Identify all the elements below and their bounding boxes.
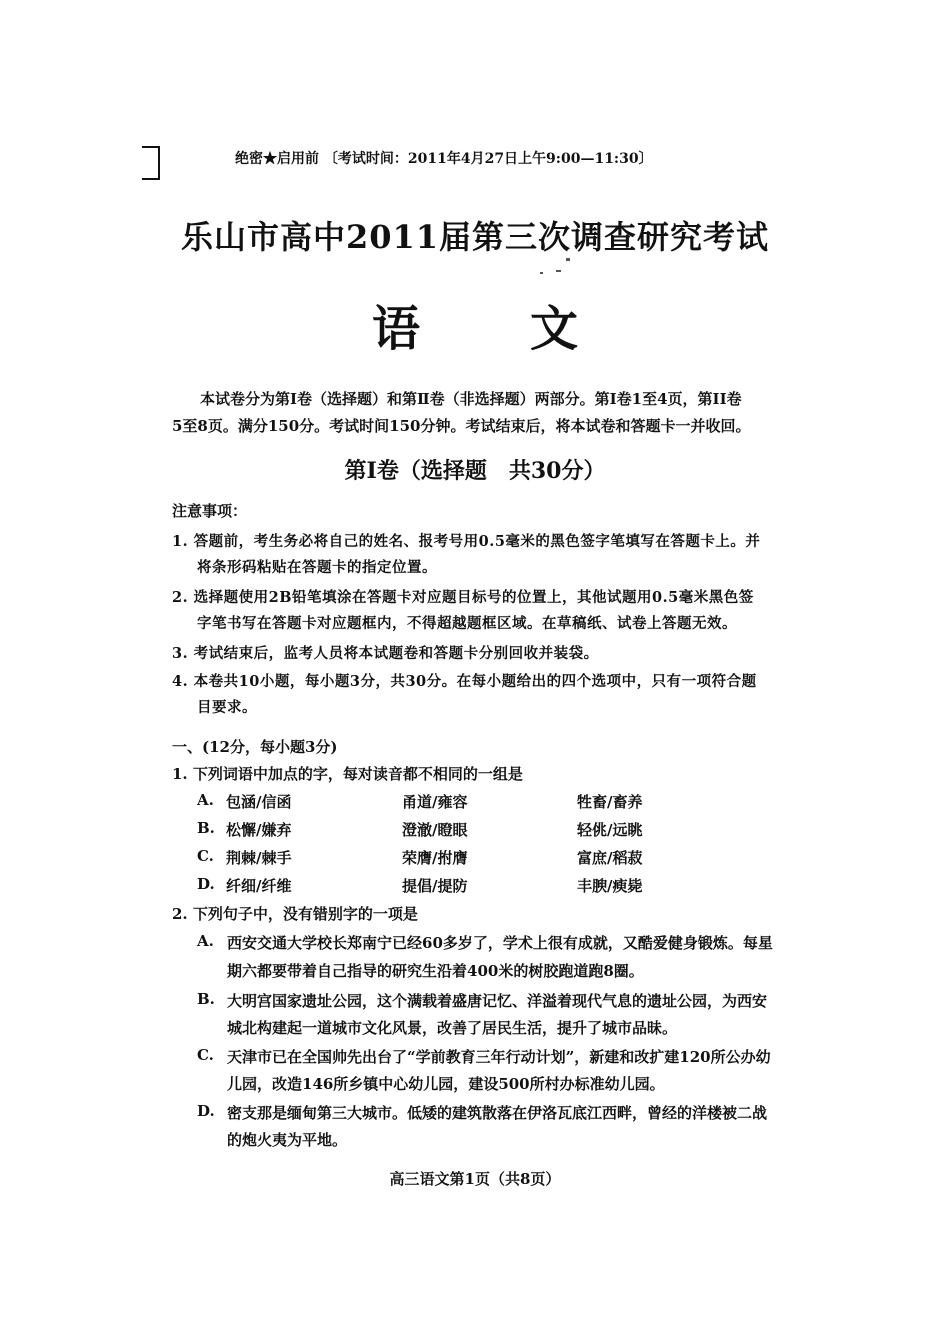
q1-stem: 1. 下列词语中加点的字，每对读音都不相同的一组是	[172, 765, 523, 783]
q2-option-c-line-2: 儿园，改造146所乡镇中心幼儿园，建设500所村办标准幼儿园。	[227, 1075, 665, 1093]
intro-line-1: 本试卷分为第Ⅰ卷（选择题）和第Ⅱ卷（非选择题）两部分。第Ⅰ卷1至4页，第II卷	[200, 390, 742, 408]
q1-option-a-col1: 包涵/信函	[226, 793, 292, 811]
q1-option-c-col3: 富庶/稻菽	[577, 849, 643, 867]
q1-option-b-label: B.	[197, 819, 215, 837]
q1-option-a-col3: 牲畜/畜养	[577, 793, 643, 811]
section1-heading: 一、(12分，每小题3分)	[172, 738, 338, 756]
q2-option-b-line-2: 城北构建起一道城市文化风景，改善了居民生活，提升了城市品昧。	[227, 1019, 678, 1037]
note-1-line-1: 1. 答题前，考生务必将自己的姓名、报考号用0.5毫米的黑色签字笔填写在答题卡上。并	[172, 533, 761, 550]
q1-option-a-label: A.	[197, 791, 214, 809]
note-2-line-2: 字笔书写在答题卡对应题框内，不得超越题框区域。在草稿纸、试卷上答题无效。	[197, 615, 737, 632]
scan-speck	[540, 272, 543, 274]
note-1-line-2: 将条形码粘贴在答题卡的指定位置。	[197, 559, 437, 576]
notes-heading: 注意事项：	[172, 502, 248, 520]
q2-option-a-label: A.	[197, 932, 214, 950]
secret-exam-time-line: 绝密★启用前 〔考试时间：2011年4月27日上午9:00—11:30〕	[235, 151, 653, 167]
q1-option-b-col1: 松懈/嫌弃	[226, 821, 292, 839]
q2-option-a-line-2: 期六都要带着自己指导的研究生沿着400米的树胶跑道跑8圈。	[227, 962, 644, 980]
exam-title: 乐山市高中2011届第三次调查研究考试	[180, 218, 770, 256]
q2-option-b-line-1: 大明宫国家遗址公园，这个满载着盛唐记忆、洋溢着现代气息的遗址公园，为西安	[227, 992, 768, 1010]
note-4-line-2: 目要求。	[197, 699, 257, 716]
q1-option-d-label: D.	[197, 875, 215, 893]
q2-option-a-line-1: 西安交通大学校长郑南宁已经60多岁了，学术上很有成就，又酷爱健身锻炼。每星	[227, 934, 773, 952]
q1-option-d-col1: 纤细/纤维	[226, 877, 292, 895]
scan-speck	[556, 270, 561, 272]
q1-option-c-label: C.	[197, 847, 214, 865]
note-3: 3. 考试结束后，监考人员将本试题卷和答题卡分别回收并装袋。	[172, 645, 599, 662]
note-4-line-1: 4. 本卷共10小题，每小题3分，共30分。在每小题给出的四个选项中，只有一项符合题	[172, 673, 757, 690]
corner-bracket-mark	[142, 146, 160, 180]
scan-speck	[566, 258, 570, 261]
q1-option-d-col3: 丰腴/瘐毙	[577, 877, 643, 895]
q2-option-d-line-2: 的炮火夷为平地。	[227, 1131, 348, 1149]
q2-option-d-line-1: 密支那是缅甸第三大城市。低矮的建筑散落在伊洛瓦底江西畔，曾经的洋楼被二战	[227, 1104, 768, 1122]
note-2-line-1: 2. 选择题使用2B铅笔填涂在答题卡对应题目标号的位置上，其他试题用0.5毫米黑色签	[172, 589, 754, 606]
q2-stem: 2. 下列句子中，没有错别字的一项是	[172, 905, 418, 923]
q2-option-b-label: B.	[197, 990, 215, 1008]
subject-title: 语文	[371, 301, 688, 357]
q1-option-b-col2: 澄澈/瞪眼	[402, 821, 468, 839]
q1-option-c-col1: 荆棘/棘手	[226, 849, 292, 867]
q1-option-b-col3: 轻佻/远眺	[577, 821, 643, 839]
q2-option-c-line-1: 天津市已在全国帅先出台了“学前教育三年行动计划”，新建和改扩建120所公办幼	[227, 1048, 771, 1066]
page-footer: 高三语文第1页（共8页）	[389, 1170, 561, 1188]
part1-title: 第Ⅰ卷（选择题 共30分）	[344, 458, 606, 484]
q1-option-c-col2: 荣膺/拊膺	[402, 849, 468, 867]
q2-option-c-label: C.	[197, 1046, 214, 1064]
q2-option-d-label: D.	[197, 1102, 215, 1120]
q1-option-d-col2: 提倡/提防	[402, 877, 468, 895]
q1-option-a-col2: 甬道/雍容	[402, 793, 468, 811]
intro-line-2: 5至8页。满分150分。考试时间150分钟。考试结束后，将本试卷和答题卡一并收回。	[172, 417, 751, 435]
